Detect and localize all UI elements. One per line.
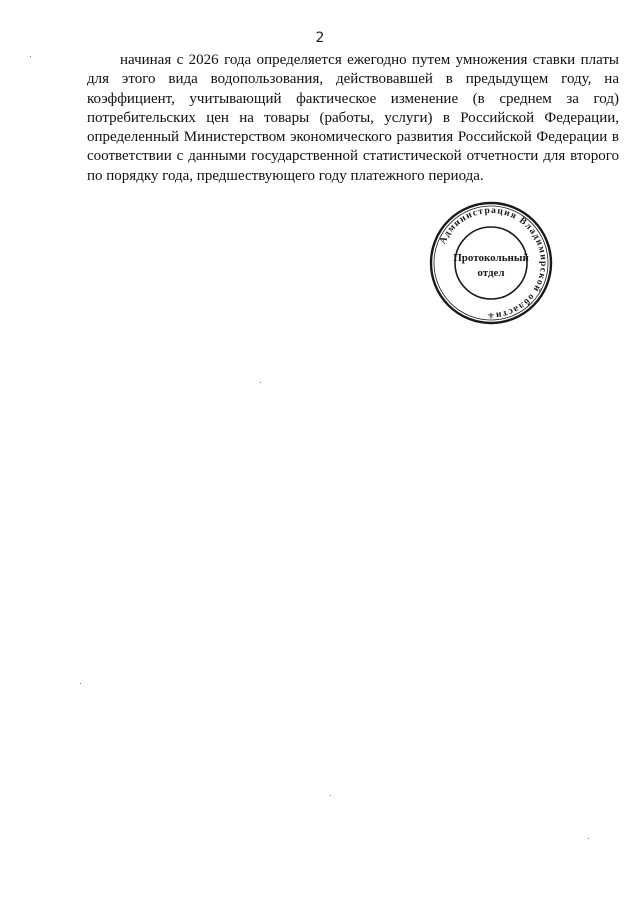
stamp (428, 200, 554, 326)
scan-speck (80, 683, 81, 684)
scan-speck (30, 56, 31, 57)
stamp-center-line2: отдел (477, 267, 505, 279)
scan-speck (588, 838, 589, 839)
page-number: 2 (315, 30, 325, 46)
stamp-emblem-icon: ⚜ (486, 311, 496, 321)
scan-speck (260, 382, 261, 383)
stamp-center-line1: Протокольный (453, 252, 529, 264)
body-paragraph: начиная с 2026 года определяется ежегодно путем умножения ставки платы для этого вида водопользования, действовавшей в предыдущем году, на коэффициент, учитывающий фактическое изменение (в среднем за год) потребительских цен на товары (работы, услуги) в Российской Федерации, определенный Министерством экономического развития Российской Федерации в соответствии с данными государственной статистической отчетности для второго по порядку года, предшествующего году платежного периода. (87, 52, 619, 184)
stamp-ring-text: Администрация Владимирской области (438, 205, 549, 320)
scan-speck (330, 795, 331, 796)
